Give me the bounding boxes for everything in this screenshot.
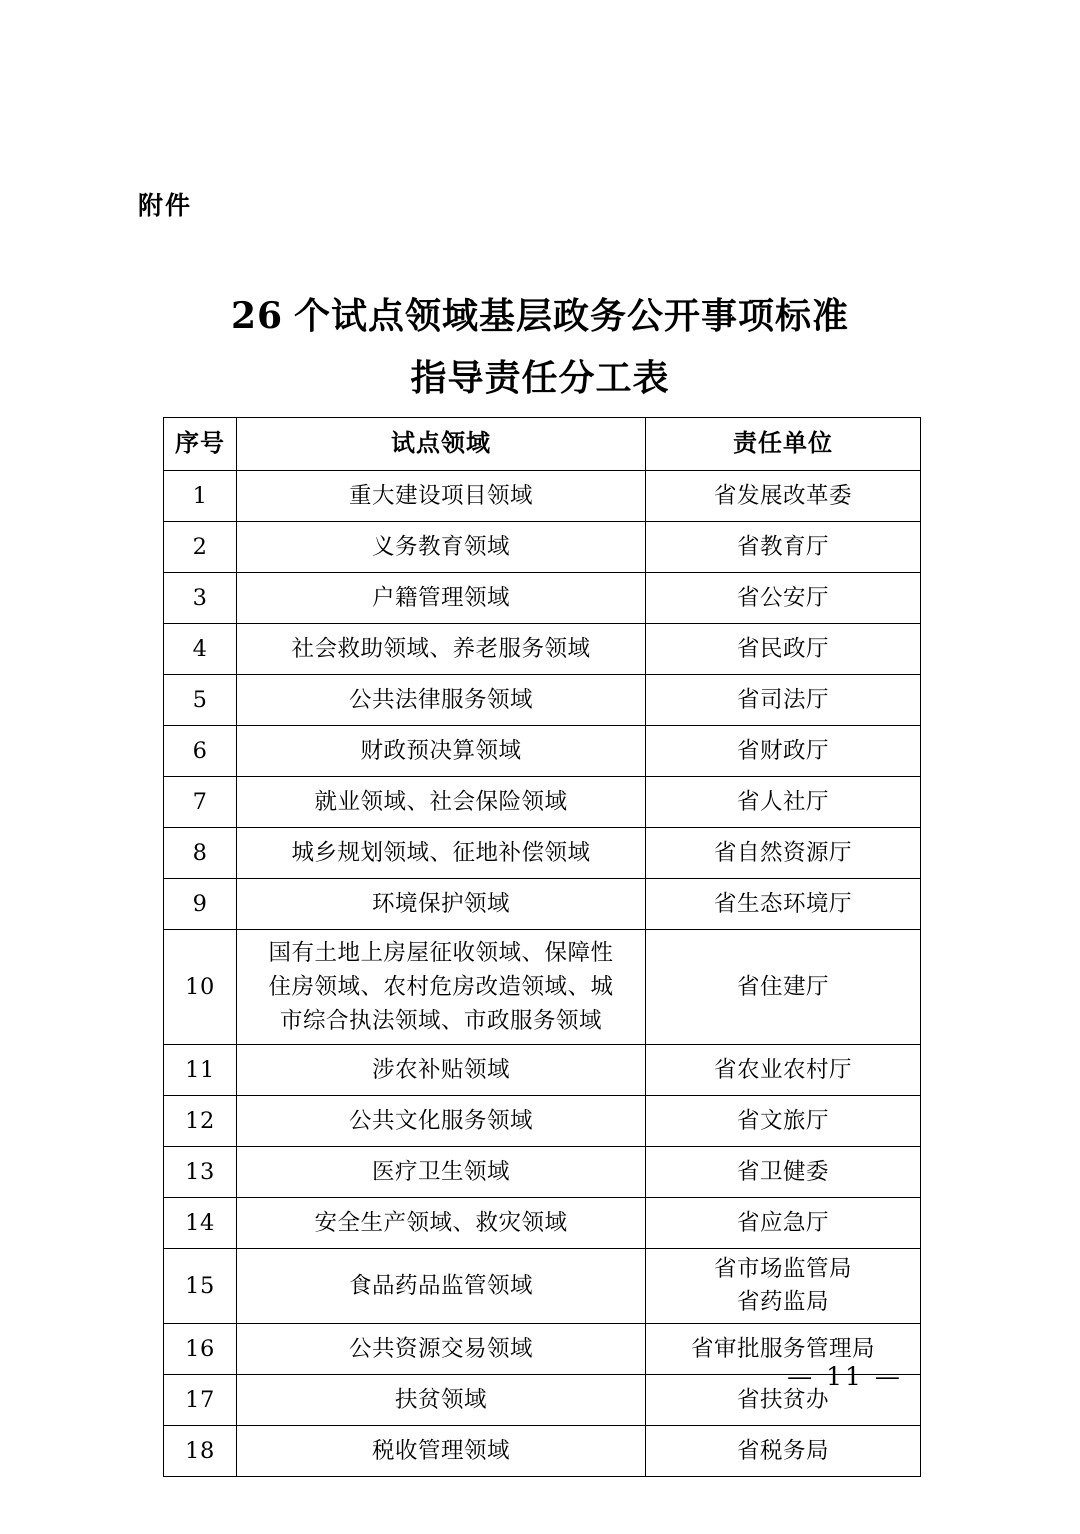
attachment-label: 附件 — [138, 192, 193, 220]
table-row — [164, 879, 921, 930]
row-unit: 省农业农村厅 — [646, 1045, 921, 1096]
row-field: 食品药品监管领域 — [237, 1249, 646, 1324]
table-row — [164, 1096, 921, 1147]
row-unit — [646, 1249, 921, 1324]
row-field: 公共资源交易领域 — [237, 1324, 646, 1375]
table-header-row — [164, 418, 921, 471]
row-field: 安全生产领域、救灾领域 — [237, 1198, 646, 1249]
row-index: 9 — [164, 879, 237, 930]
table-row — [164, 828, 921, 879]
row-unit: 省扶贫办 — [646, 1375, 921, 1426]
title-number: 26 — [230, 295, 284, 337]
row-field-line: 住房领域、农村危房改造领域、城 — [268, 974, 614, 1000]
row-field: 城乡规划领域、征地补偿领域 — [237, 828, 646, 879]
row-index: 10 — [164, 930, 237, 1045]
row-index: 8 — [164, 828, 237, 879]
table-row — [164, 777, 921, 828]
title-line2: 指导责任分工表 — [410, 357, 670, 398]
row-unit: 省教育厅 — [646, 522, 921, 573]
row-field: 医疗卫生领域 — [237, 1147, 646, 1198]
header-unit: 责任单位 — [646, 418, 921, 471]
row-unit: 省住建厅 — [646, 930, 921, 1045]
row-unit: 省审批服务管理局 — [646, 1324, 921, 1375]
row-field-line: 国有土地上房屋征收领域、保障性 — [268, 940, 614, 966]
title-line1-text: 个试点领域基层政务公开事项标准 — [283, 295, 850, 336]
table-row — [164, 1426, 921, 1477]
row-field-line: 市综合执法领域、市政服务领域 — [279, 1008, 602, 1034]
table-row — [164, 1249, 921, 1324]
page-title — [0, 285, 1080, 409]
row-index: 16 — [164, 1324, 237, 1375]
row-field — [237, 930, 646, 1045]
row-field: 义务教育领域 — [237, 522, 646, 573]
table-row — [164, 930, 921, 1045]
row-unit: 省发展改革委 — [646, 471, 921, 522]
row-field: 扶贫领域 — [237, 1375, 646, 1426]
row-unit: 省文旅厅 — [646, 1096, 921, 1147]
row-index: 6 — [164, 726, 237, 777]
row-index: 1 — [164, 471, 237, 522]
table-row — [164, 675, 921, 726]
row-field: 公共文化服务领域 — [237, 1096, 646, 1147]
header-field: 试点领域 — [237, 418, 646, 471]
row-index: 4 — [164, 624, 237, 675]
row-unit: 省卫健委 — [646, 1147, 921, 1198]
page-number — [0, 1362, 1080, 1391]
row-field: 税收管理领域 — [237, 1426, 646, 1477]
row-unit: 省生态环境厅 — [646, 879, 921, 930]
row-unit: 省应急厅 — [646, 1198, 921, 1249]
table-row — [164, 1147, 921, 1198]
row-index: 12 — [164, 1096, 237, 1147]
row-unit: 省人社厅 — [646, 777, 921, 828]
row-field: 公共法律服务领域 — [237, 675, 646, 726]
row-unit: 省财政厅 — [646, 726, 921, 777]
row-field: 就业领域、社会保险领域 — [237, 777, 646, 828]
table-row — [164, 726, 921, 777]
row-index: 13 — [164, 1147, 237, 1198]
row-field: 涉农补贴领域 — [237, 1045, 646, 1096]
row-index: 18 — [164, 1426, 237, 1477]
table-row — [164, 471, 921, 522]
row-index: 17 — [164, 1375, 237, 1426]
row-unit: 省司法厅 — [646, 675, 921, 726]
row-field: 户籍管理领域 — [237, 573, 646, 624]
row-index: 11 — [164, 1045, 237, 1096]
table-row — [164, 1045, 921, 1096]
table-row — [164, 522, 921, 573]
row-unit-line: 省药监局 — [736, 1289, 829, 1315]
row-unit-line: 省市场监管局 — [713, 1256, 852, 1282]
responsibility-table — [163, 417, 921, 1477]
header-index: 序号 — [164, 418, 237, 471]
row-unit: 省民政厅 — [646, 624, 921, 675]
row-index: 3 — [164, 573, 237, 624]
row-index: 5 — [164, 675, 237, 726]
table-row — [164, 573, 921, 624]
row-unit: 省税务局 — [646, 1426, 921, 1477]
row-field: 社会救助领域、养老服务领域 — [237, 624, 646, 675]
row-unit: 省公安厅 — [646, 573, 921, 624]
row-index: 15 — [164, 1249, 237, 1324]
row-index: 7 — [164, 777, 237, 828]
row-field: 财政预决算领域 — [237, 726, 646, 777]
row-field: 环境保护领域 — [237, 879, 646, 930]
row-field: 重大建设项目领域 — [237, 471, 646, 522]
row-index: 14 — [164, 1198, 237, 1249]
table-row — [164, 1198, 921, 1249]
row-unit: 省自然资源厅 — [646, 828, 921, 879]
page-number-text: — 11 — — [787, 1362, 903, 1391]
row-index: 2 — [164, 522, 237, 573]
table-row — [164, 624, 921, 675]
